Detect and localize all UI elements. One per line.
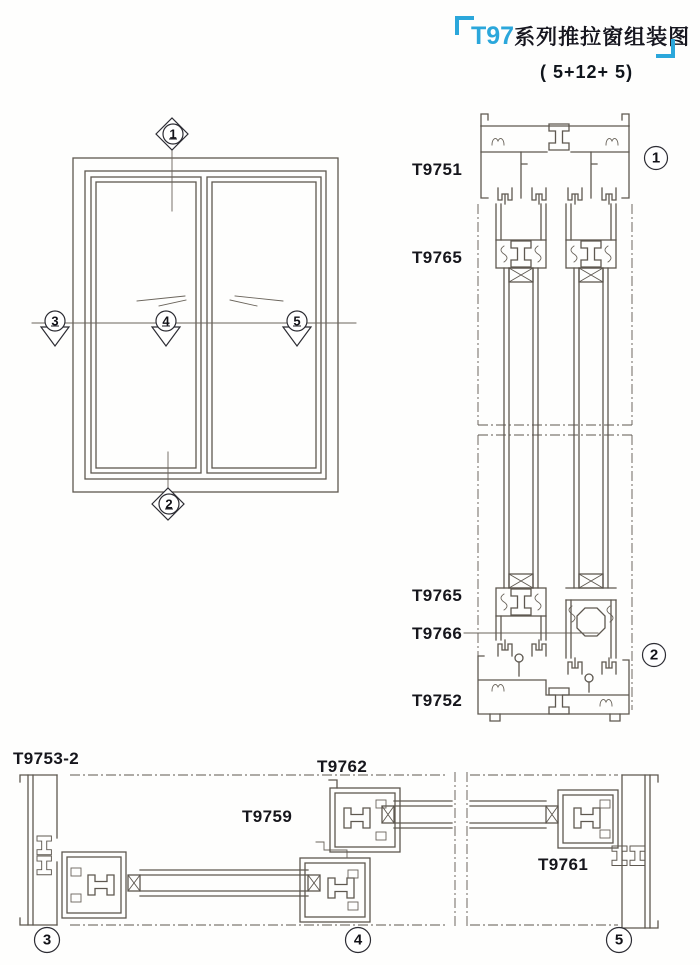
profile-label-t9766: T9766 bbox=[412, 624, 463, 643]
profile-label-t9752: T9752 bbox=[412, 691, 463, 710]
profile-jamb-left bbox=[20, 775, 57, 925]
profile-label-t9765-top: T9765 bbox=[412, 248, 463, 267]
section-marker-2-number: 2 bbox=[165, 496, 173, 512]
section-marker-1-number: 1 bbox=[169, 126, 177, 142]
glass-band-left bbox=[128, 870, 320, 896]
slide-mark-right bbox=[230, 296, 283, 306]
title-bracket-close-icon bbox=[656, 39, 675, 58]
section-markers bbox=[41, 118, 311, 520]
callout-5-number: 5 bbox=[614, 931, 624, 949]
profile-label-t9761: T9761 bbox=[538, 855, 589, 874]
horizontal-section-drawing bbox=[20, 772, 658, 928]
section-marker-4-number: 4 bbox=[162, 313, 170, 329]
callout-1-number: 1 bbox=[651, 149, 661, 167]
profile-label-t9762: T9762 bbox=[317, 757, 368, 776]
callout-3-number: 3 bbox=[42, 931, 52, 949]
section-marker-3-number: 3 bbox=[51, 313, 59, 329]
title-brand: T97 bbox=[471, 22, 515, 50]
vertical-section-drawing bbox=[464, 114, 632, 721]
glazing-spec-subtitle: ( 5+12+ 5) bbox=[540, 62, 634, 82]
profile-sash-bottom-right-roller bbox=[566, 588, 616, 692]
profile-sash-top-left bbox=[496, 188, 546, 268]
profile-label-t9751: T9751 bbox=[412, 160, 463, 179]
profile-meeting-stile-lower bbox=[300, 842, 370, 922]
profile-sash-top-right bbox=[566, 188, 616, 268]
profile-label-t9759: T9759 bbox=[242, 807, 293, 826]
profile-sash-bottom-left bbox=[496, 588, 546, 676]
callout-4-number: 4 bbox=[353, 931, 363, 949]
title-suffix: 系列推拉窗组装图 bbox=[514, 26, 691, 49]
section-marker-5-number: 5 bbox=[293, 313, 301, 329]
profile-label-t9765-bottom: T9765 bbox=[412, 586, 463, 605]
glass-band-right bbox=[382, 801, 558, 828]
glass-unit-left bbox=[504, 268, 538, 588]
glass-unit-right bbox=[574, 268, 608, 588]
profile-sash-stile-left bbox=[62, 852, 126, 918]
profile-label-t9753-2: T9753-2 bbox=[13, 749, 80, 768]
callout-2-number: 2 bbox=[649, 646, 659, 664]
slide-mark-left bbox=[137, 296, 186, 306]
profile-head-frame bbox=[481, 114, 629, 198]
